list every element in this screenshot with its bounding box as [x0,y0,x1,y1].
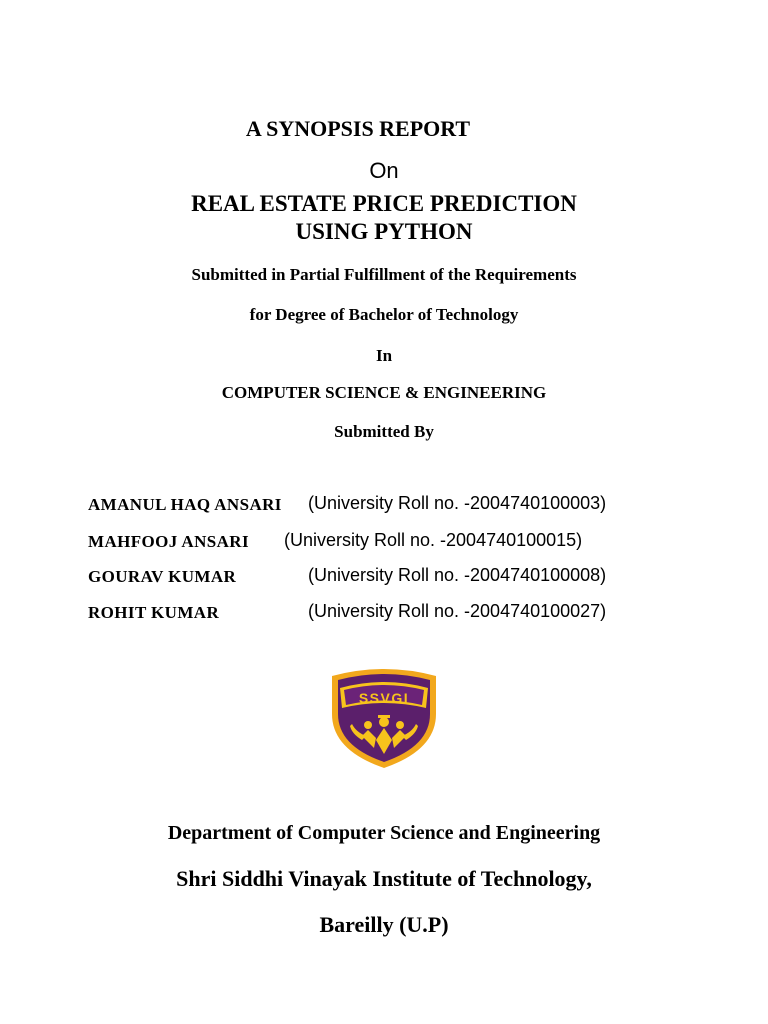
crest-text: SSVGI [358,690,410,706]
student-roll-number: (University Roll no. -2004740100008) [308,565,607,585]
student-name: AMANUL HAQ ANSARI [88,495,282,514]
submitted-by-label: Submitted By [334,422,434,441]
branch-heading: COMPUTER SCIENCE & ENGINEERING [221,383,547,402]
on-label: On [369,158,399,183]
student-name: MAHFOOJ ANSARI [88,532,249,551]
student-name: GOURAV KUMAR [88,567,237,586]
project-title-line1: REAL ESTATE PRICE PREDICTION [191,191,577,216]
department-name: Department of Computer Science and Engineering [167,822,601,844]
submitted-line2: for Degree of Bachelor of Technology [249,305,519,324]
submitted-line1: Submitted in Partial Fulfillment of the Requirements [191,265,577,284]
institute-city: Bareilly (U.P) [319,912,449,937]
report-type-heading: A SYNOPSIS REPORT [245,116,471,141]
student-roll-number: (University Roll no. -2004740100003) [308,493,607,513]
institute-name: Shri Siddhi Vinayak Institute of Technology, [176,866,592,891]
student-roll-number: (University Roll no. -2004740100015) [284,530,583,550]
project-title-line2: USING PYTHON [295,219,473,244]
student-roll-number: (University Roll no. -2004740100027) [308,601,607,621]
ssvgi-crest-icon [326,662,442,770]
student-name: ROHIT KUMAR [88,603,220,622]
in-label: In [375,346,393,365]
